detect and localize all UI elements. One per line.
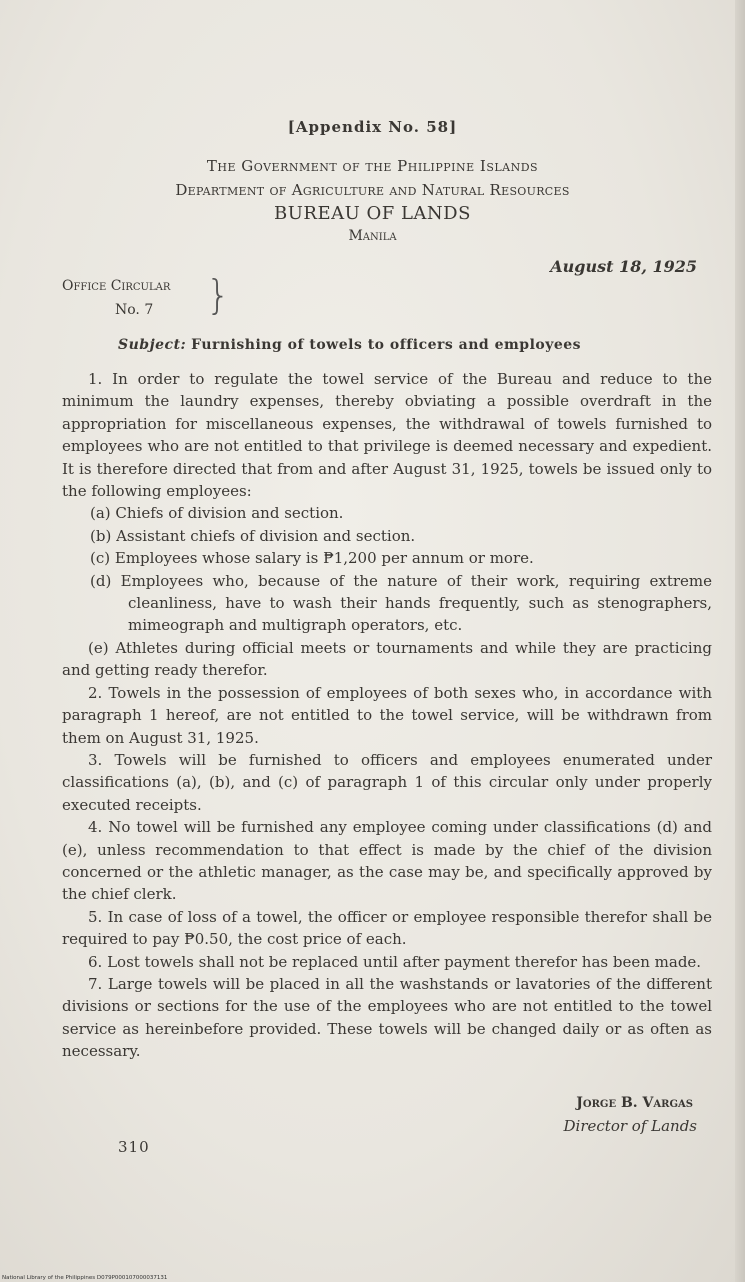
list-item-e: (e) Athletes during official meets or tournaments and while they are practicing and getting ready therefor.	[62, 638, 712, 680]
subject-text: Furnishing of towels to officers and employees	[191, 337, 582, 353]
department-heading: Department of Agriculture and Natural Resources	[175, 181, 570, 199]
paragraph-2: 2. Towels in the possession of employees of both sexes who, in accordance with paragraph 1 hereof, are not entitled to the towel service, will be withdrawn from them on August 31, 1925.	[62, 683, 712, 747]
circular-number: No. 7	[115, 302, 154, 318]
bureau-heading: BUREAU OF LANDS	[274, 203, 471, 224]
paragraph-1: 1. In order to regulate the towel service of the Bureau and reduce to the minimum the laundry expenses, thereby obviating a possible overdraft in the appropriation for miscellaneous expenses, the withdrawal of towels furnished to employees who are not entitled to that privilege is deemed necessary and expedient. It is therefore directed that from and after August 31, 1925, towels be issued only to the following employees:	[62, 370, 712, 501]
page-number: 310	[118, 1138, 150, 1156]
government-heading: The Government of the Philippine Islands	[206, 157, 539, 175]
signature-title: Director of Lands	[563, 1117, 697, 1135]
archive-footer: National Library of the Philippines D079P000107000037131	[2, 1275, 168, 1281]
circular-body	[62, 368, 712, 1063]
circular-date: August 18, 1925	[550, 257, 697, 276]
paragraph-4: 4. No towel will be furnished any employee coming under classifications (d) and (e), unless recommendation to that effect is made by the chief of the division concerned or the athletic manager, as the case may be, and specifically approved by the chief clerk.	[62, 818, 712, 904]
list-item: (a) Chiefs of division and section.	[90, 504, 344, 523]
paragraph-5: 5. In case of loss of a towel, the officer or employee responsible therefor shall be required to pay ₱0.50, the cost price of each.	[62, 907, 712, 949]
circular-label: Office Circular	[62, 278, 171, 294]
list-item: (d) Employees who, because of the nature of their work, requiring extreme cleanliness, have to wash their hands frequently, such as stenographers, mimeograph and multigraph operators, etc.	[90, 571, 712, 635]
list-item: (b) Assistant chiefs of division and section.	[90, 526, 416, 545]
subject-line	[118, 337, 581, 353]
brace-icon: }	[206, 271, 231, 319]
paragraph-7: 7. Large towels will be placed in all the washstands or lavatories of the different divisions or sections for the use of the employees who are not entitled to the towel service as hereinbefore provided. These towels will be changed daily or as often as necessary.	[62, 974, 712, 1061]
subject-label: Subject:	[118, 337, 187, 353]
paragraph-3: 3. Towels will be furnished to officers and employees enumerated under classifications (a), (b), and (c) of paragraph 1 of this circular only under properly executed receipts.	[62, 750, 712, 814]
list-item: (c) Employees whose salary is ₱1,200 per annum or more.	[90, 549, 534, 568]
appendix-heading: [Appendix No. 58]	[287, 118, 458, 136]
signature-name: Jorge B. Vargas	[576, 1095, 693, 1111]
paragraph-6: 6. Lost towels shall not be replaced until after payment therefor has been made.	[88, 952, 702, 971]
city-heading: Manila	[348, 228, 397, 244]
